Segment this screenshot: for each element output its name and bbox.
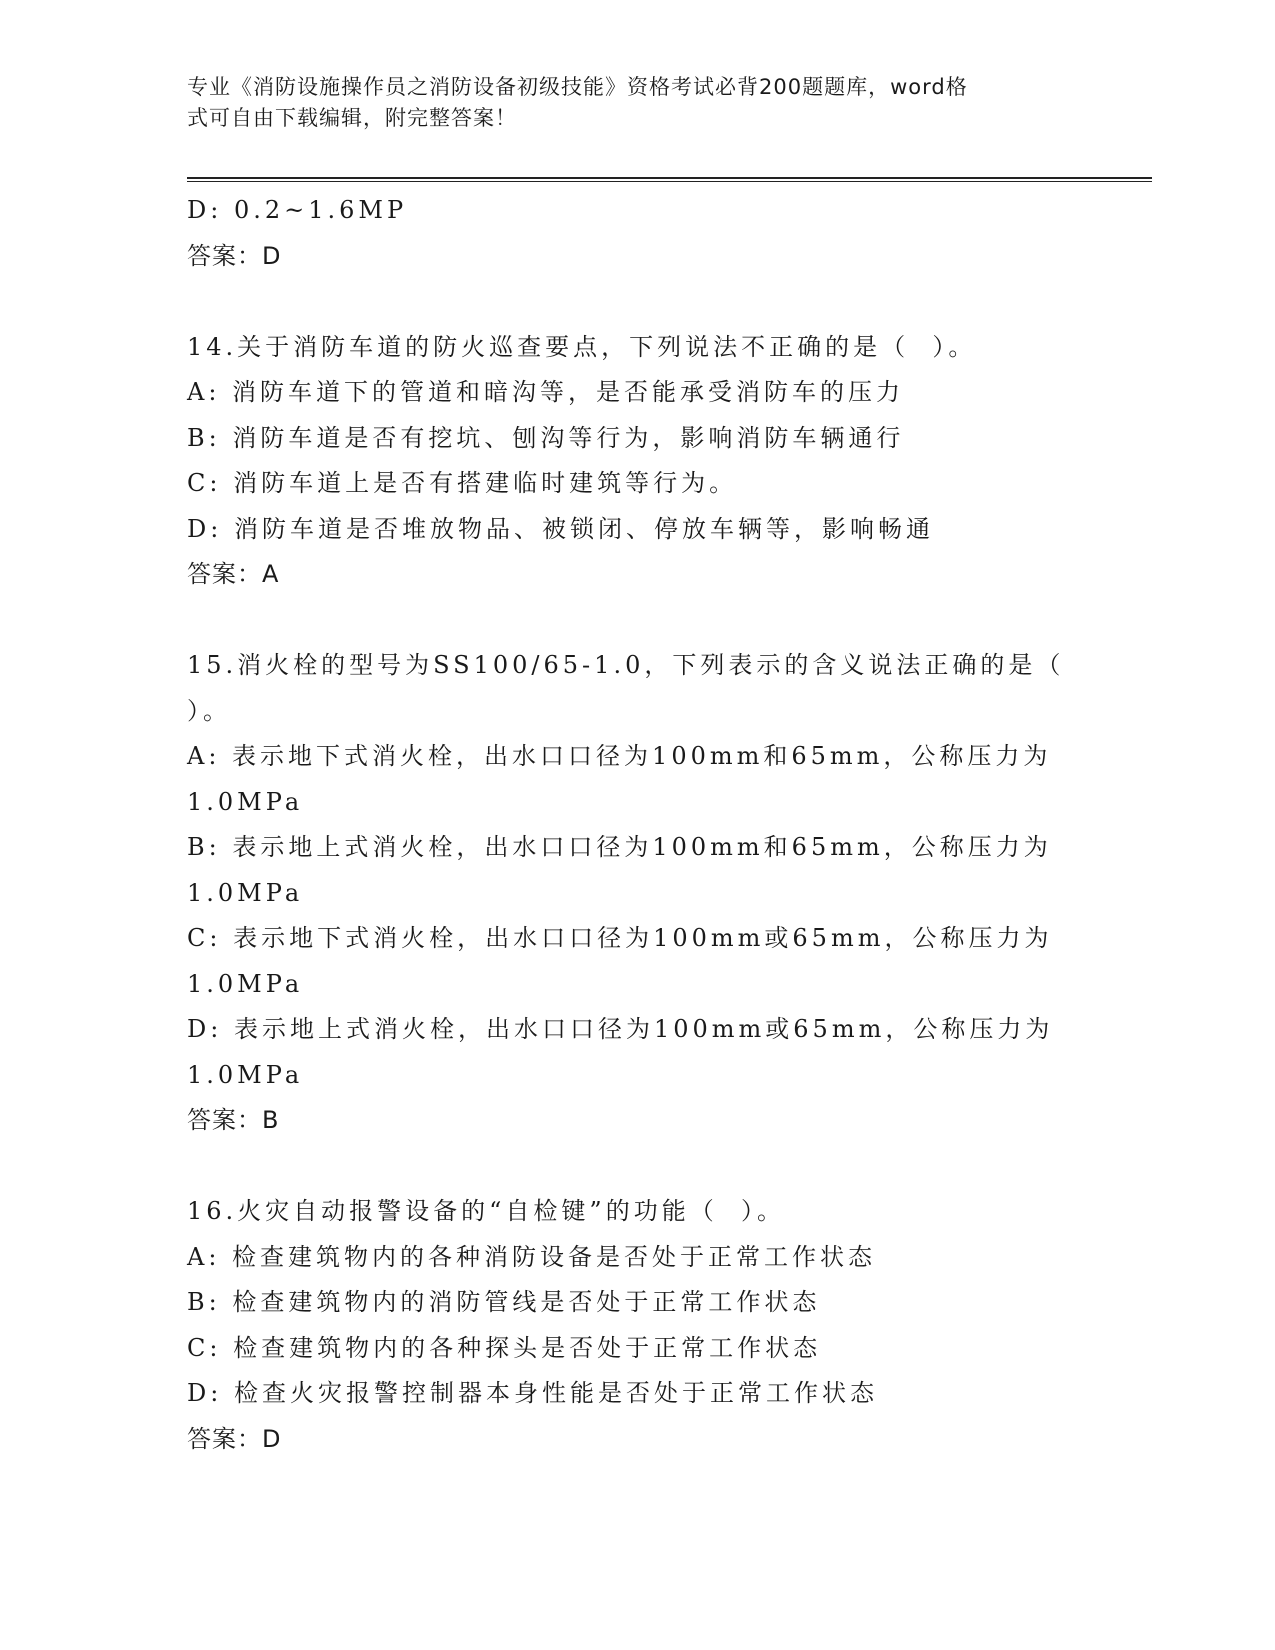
question-stem-continued: ）。 [187,696,231,725]
option-a: A: 检查建筑物内的各种消防设备是否处于正常工作状态 [187,1242,877,1271]
question-13-tail [187,188,1087,279]
question-list [187,188,1087,1462]
header-divider [187,177,1152,182]
option-a: A: 消防车道下的管道和暗沟等，是否能承受消防车的压力 [187,378,905,406]
option-a: A: 表示地下式消火栓，出水口口径为100mm和65mm，公称压力为 [187,742,1052,770]
spacer [187,598,1087,644]
option-d: D: 0.2~1.6MP [187,196,408,224]
question-15 [187,643,1087,1144]
option-d: D: 检查火灾报警控制器本身性能是否处于正常工作状态 [187,1379,878,1407]
question-stem: 15.消火栓的型号为SS100/65-1.0，下列表示的含义说法正确的是（ [187,651,1065,679]
answer: 答案：D [187,241,282,270]
option-b: B: 表示地上式消火栓，出水口口径为100mm和65mm，公称压力为 [187,833,1052,861]
option-b: B: 检查建筑物内的消防管线是否处于正常工作状态 [187,1288,821,1316]
option-a-continued: 1.0MPa [187,787,304,816]
answer: 答案：D [187,1424,282,1453]
header-line-1: 专业《消防设施操作员之消防设备初级技能》资格考试必背200题题库，word格 [187,75,968,99]
header-line-2: 式可自由下载编辑，附完整答案！ [187,106,517,130]
answer: 答案：B [187,1106,280,1134]
option-b: B: 消防车道是否有挖坑、刨沟等行为，影响消防车辆通行 [187,423,905,452]
option-c-continued: 1.0MPa [187,969,304,998]
option-b-continued: 1.0MPa [187,878,304,907]
question-16 [187,1189,1087,1462]
question-14 [187,325,1087,598]
question-stem: 14.关于消防车道的防火巡查要点，下列说法不正确的是（ ）。 [187,332,977,361]
spacer [187,279,1087,325]
spacer [187,1144,1087,1190]
answer: 答案：A [187,560,280,588]
question-stem: 16.火灾自动报警设备的“自检键”的功能（ ）。 [187,1197,785,1225]
option-c: C: 检查建筑物内的各种探头是否处于正常工作状态 [187,1333,822,1362]
option-d-continued: 1.0MPa [187,1060,304,1089]
option-c: C: 消防车道上是否有搭建临时建筑等行为。 [187,469,738,497]
option-c: C: 表示地下式消火栓，出水口口径为100mm或65mm，公称压力为 [187,924,1053,952]
option-d: D: 消防车道是否堆放物品、被锁闭、停放车辆等，影响畅通 [187,514,934,543]
option-d: D: 表示地上式消火栓，出水口口径为100mm或65mm，公称压力为 [187,1015,1054,1043]
document-header [187,72,1067,134]
